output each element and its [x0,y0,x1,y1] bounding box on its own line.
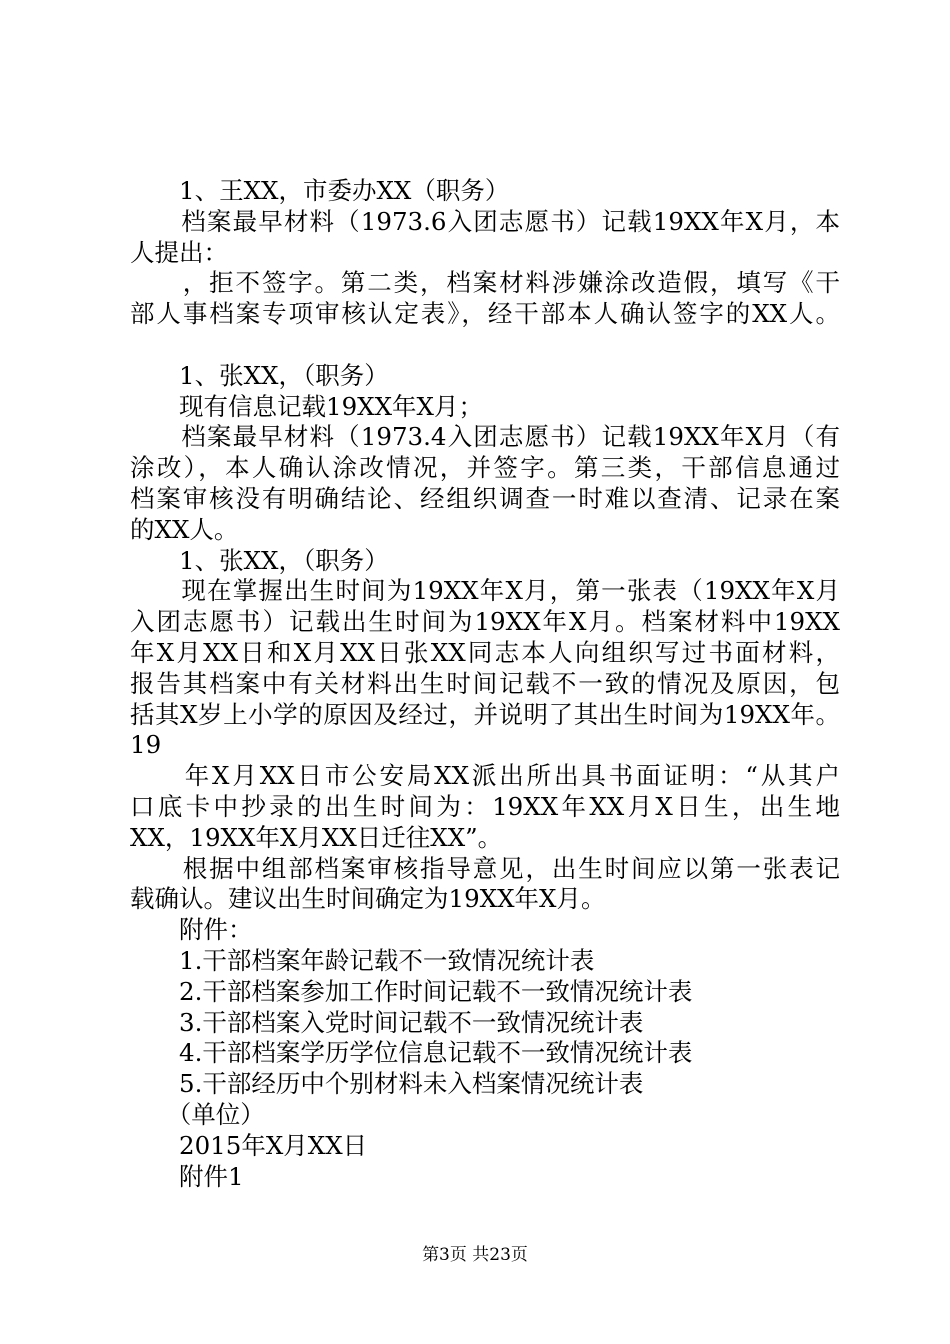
text-line: 年X月XX日市公安局XX派出所出具书面证明：“从其户 [130,761,840,791]
attachment-item: 4.干部档案学历学位信息记载不一致情况统计表 [130,1038,693,1068]
text-line: 档案最早材料（1973.6入团志愿书）记载19XX年X月，本 [130,206,840,236]
text-line: 的XX人。 [130,514,239,544]
text-line: XX，19XX年X月XX日迁往XX”。 [130,822,503,852]
document-body [130,176,840,1192]
text-line: 19 [130,730,162,760]
page-number-footer: 第3页 共23页 [422,1245,528,1265]
attachment-item: 5.干部经历中个别材料未入档案情况统计表 [130,1069,644,1099]
signature-unit: （单位） [130,1099,265,1129]
text-line: 入团志愿书）记载出生时间为19XX年X月。档案材料中19XX [130,607,840,637]
text-line: 1、张XX，（职务） [130,360,389,390]
text-line: 档案审核没有明确结论、经组织调查一时难以查清、记录在案 [130,483,840,513]
text-line: 载确认。建议出生时间确定为19XX年X月。 [130,884,606,914]
attachment-item: 1.干部档案年龄记载不一致情况统计表 [130,945,595,975]
text-line: 1、张XX，（职务） [130,545,389,575]
text-line: 括其X岁上小学的原因及经过，并说明了其出生时间为19XX年。 [130,699,840,729]
text-line: 报告其档案中有关材料出生时间记载不一致的情况及原因，包 [130,668,840,698]
text-line: 现在掌握出生时间为19XX年X月，第一张表（19XX年X月 [130,576,840,606]
text-line: 1、王XX，市委办XX（职务） [130,176,510,205]
paragraph-gap [130,330,840,361]
text-line: 口底卡中抄录的出生时间为：19XX年XX月X日生，出生地 [130,791,840,821]
attachment-item: 3.干部档案入党时间记载不一致情况统计表 [130,1007,644,1037]
attachment-label: 附件1 [130,1161,244,1191]
text-line: 根据中组部档案审核指导意见，出生时间应以第一张表记 [130,853,840,883]
attachments-heading: 附件： [130,915,253,945]
text-line: 部人事档案专项审核认定表》，经干部本人确认签字的XX人。 [130,299,840,329]
text-line: 现有信息记载19XX年X月； [130,391,483,421]
text-line: ，拒不签字。第二类，档案材料涉嫌涂改造假，填写《干 [130,268,840,298]
attachment-item: 2.干部档案参加工作时间记载不一致情况统计表 [130,976,693,1006]
text-line: 档案最早材料（1973.4入团志愿书）记载19XX年X月（有 [130,422,840,452]
text-line: 人提出： [130,237,228,267]
signature-date: 2015年X月XX日 [130,1130,368,1160]
text-line: 年X月XX日和X月XX日张XX同志本人向组织写过书面材料， [130,637,840,667]
text-line: 涂改），本人确认涂改情况，并签字。第三类，干部信息通过 [130,453,840,483]
